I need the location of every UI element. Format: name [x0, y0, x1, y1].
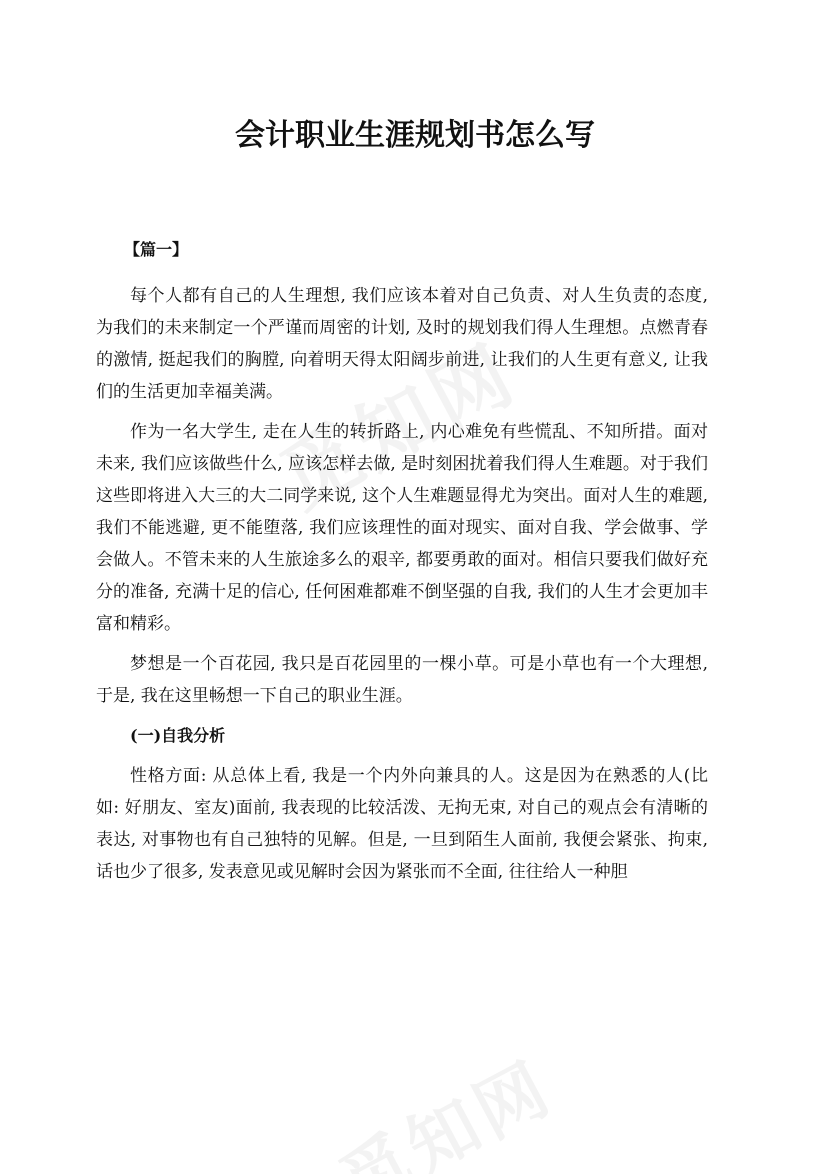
paragraph: 梦想是一个百花园, 我只是百花园里的一棵小草。可是小草也有一个大理想, 于是, 我在这里畅想一下自己的职业生涯。 [96, 654, 708, 706]
document-body [96, 228, 708, 896]
paragraph: 每个人都有自己的人生理想, 我们应该本着对自己负责、对人生负责的态度, 为我们的未来制定一个严谨而周密的计划, 及时的规划我们得人生理想。点燃青春的激情, 挺起我们的胸膛, 向着明天得太阳阔步前进, 让我们的人生更有意义, 让我们的生活更加幸福美满。 [96, 286, 708, 402]
paragraph: 作为一名大学生, 走在人生的转折路上, 内心难免有些慌乱、不知所措。面对未来, 我们应该做些什么, 应该怎样去做, 是时刻困扰着我们得人生难题。对于我们这些即将进入大三的大二同学来说, 这个人生难题显得尤为突出。面对人生的难题, 我们不能逃避, 更不能堕落, 我们应该理性的面对现实、面对自我、学会做事、学会做人。不管未来的人生旅途多么的艰辛, 都要勇敢的面对。相信只要我们做好充分的准备, 充满十足的信心, 任何困难都难不倒坚强的自我, 我们的人生才会更加丰富和精彩。 [96, 422, 708, 634]
paragraph: 性格方面: 从总体上看, 我是一个内外向兼具的人。这是因为在熟悉的人(比如: 好朋友、室友)面前, 我表现的比较活泼、无拘无束, 对自己的观点会有清晰的表达, 对事物也有自己独特的见解。但是, 一旦到陌生人面前, 我便会紧张、拘束, 话也少了很多, 发表意见或见解时会因为紧张而不全面, 往往给人一种胆 [96, 766, 708, 882]
watermark [320, 1032, 569, 1174]
section-label: 【篇一】 [124, 240, 189, 259]
page-title: 会计职业生涯规划书怎么写 [235, 118, 595, 153]
subheading: (一)自我分析 [130, 726, 226, 745]
